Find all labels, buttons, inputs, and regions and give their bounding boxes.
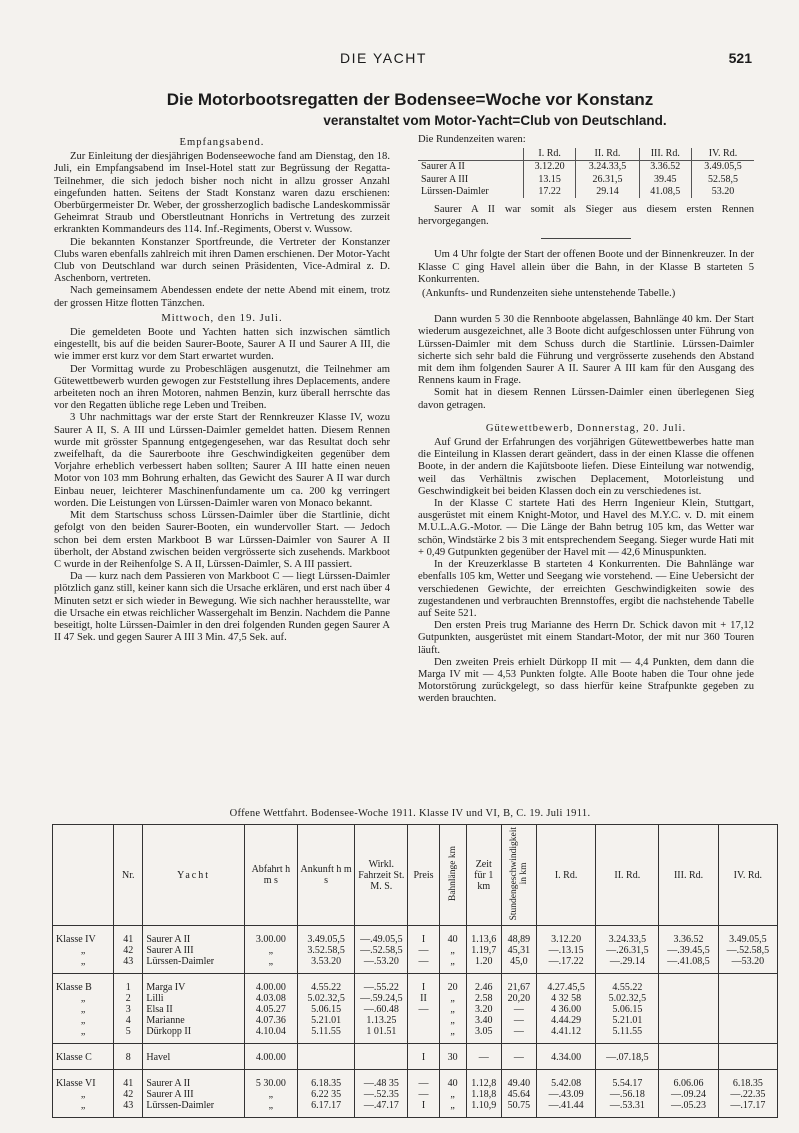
cell-wirkl: —.48 35 xyxy=(355,1070,408,1090)
rounds-header-row xyxy=(418,148,754,161)
results-group xyxy=(53,926,778,974)
cell-yacht: Lilli xyxy=(143,993,244,1004)
cell-std: — xyxy=(501,1026,536,1044)
header-fahrzeit: Wirkl. Fahrzeit St. M. S. xyxy=(355,825,408,926)
cell-ank: 5.11.55 xyxy=(297,1026,354,1044)
cell-bahn: „ xyxy=(439,993,466,1004)
section-heading-guetewettbewerb: Gütewettbewerb, Donnerstag, 20. Juli. xyxy=(485,422,687,434)
cell-r3: 3.36.52 xyxy=(659,926,718,946)
cell-klasse: Klasse IV xyxy=(53,926,114,946)
cell-abf: 4.05.27 xyxy=(244,1004,297,1015)
cell-wirkl: 1 01.51 xyxy=(355,1026,408,1044)
cell-r2: 5.02.32,5 xyxy=(596,993,659,1004)
cell-nr: 42 xyxy=(114,945,143,956)
paragraph: Den zweiten Preis erhielt Dürkopp II mit — 4,4 Punkten, dem dann die Marga IV mit — 4,53 Punkten folgte. Alle Boote haben die Tour ohne jede Motorstörung zurückgelegt, so dass hierfür keine Strafpunkte gegeben zu werden brauchten. xyxy=(418,656,754,705)
cell-r1: 4.41.12 xyxy=(536,1026,595,1044)
table-row xyxy=(53,1070,778,1090)
cell-yacht: Lürssen-Daimler xyxy=(143,1100,244,1118)
cell-r2: 5.54.17 xyxy=(596,1070,659,1090)
cell-klasse: Klasse C xyxy=(53,1044,114,1070)
rounds-time: 52.58,5 xyxy=(692,174,754,186)
cell-abf: „ xyxy=(244,956,297,974)
results-table xyxy=(52,824,778,1118)
cell-std: 20,20 xyxy=(501,993,536,1004)
cell-r4 xyxy=(718,1044,777,1070)
header-stundengeschwindigkeit-label: Stundengeschwindigkeit in km xyxy=(508,827,529,921)
paragraph: Um 4 Uhr folgte der Start der offenen Boote und der Binnenkreuzer. In der Klasse C ging Havel allein über die Bahn, in der Klasse B starteten 5 Konkurrenten. xyxy=(418,249,754,285)
paragraph: Da — kurz nach dem Passieren von Markboot C — liegt Lürssen-Daimler plötzlich ganz still, keiner kann sich die Ursache erklären, und erst nach über 4 Minuten setzt er sich wieder in Bewegung. Wie sich nachher herausstellte, war die Ursache ein etwas reichlicher Wassergehalt im Benzin. Nachdem die Panne beseitigt, holte Lürssen-Daimler in den drei folgenden Runden gegen Saurer A II 47 Sek. und gegen Saurer A III 3 Min. 47,5 Sek. auf. xyxy=(54,571,390,644)
header-abfahrt: Abfahrt h m s xyxy=(244,825,297,926)
spacer xyxy=(418,412,754,420)
cell-wirkl: 1.13.25 xyxy=(355,1015,408,1026)
cell-r1: 4.34.00 xyxy=(536,1044,595,1070)
cell-r4: 6.18.35 xyxy=(718,1070,777,1090)
rounds-header-cell: II. Rd. xyxy=(576,148,639,161)
cell-abf: 4.00.00 xyxy=(244,974,297,994)
cell-r1: 4.44.29 xyxy=(536,1015,595,1026)
paragraph: Der Vormittag wurde zu Probeschlägen ausgenutzt, die Teilnehmer am Gütewettbewerb wurden gewogen zur Feststellung ihres Deplacements, andere arbeiteten noch an ihren Motoren, nahmen Benzin, kurz überall herrschte das vor den Regatten übliche rege Leben und Treiben. xyxy=(54,363,390,412)
cell-zeit: 1.20 xyxy=(466,956,501,974)
left-column xyxy=(54,134,390,644)
cell-klasse: „ xyxy=(53,1015,114,1026)
cell-abf: „ xyxy=(244,945,297,956)
header-zeit: Zeit für 1 km xyxy=(466,825,501,926)
cell-klasse: „ xyxy=(53,956,114,974)
cell-preis: I xyxy=(408,1044,439,1070)
cell-preis: II xyxy=(408,993,439,1004)
article-subtitle: veranstaltet vom Motor-Yacht=Club von Deutschland. xyxy=(323,113,667,128)
cell-nr: 42 xyxy=(114,1089,143,1100)
rounds-header-cell: I. Rd. xyxy=(523,148,576,161)
cell-r1: —.43.09 xyxy=(536,1089,595,1100)
table-row xyxy=(53,993,778,1004)
cell-r3 xyxy=(659,1015,718,1026)
cell-r4 xyxy=(718,1015,777,1026)
header-stundengeschwindigkeit xyxy=(501,825,536,926)
header-round-3: III. Rd. xyxy=(659,825,718,926)
cell-r4 xyxy=(718,974,777,994)
cell-wirkl: —.49.05,5 xyxy=(355,926,408,946)
cell-abf: 4.00.00 xyxy=(244,1044,297,1070)
paragraph: Nach gemeinsamem Abendessen endete der nette Abend mit einem, trotz der grossen Hitze flotten Tänzchen. xyxy=(54,285,390,309)
rounds-boat: Saurer A III xyxy=(421,173,469,185)
cell-r4: —.17.17 xyxy=(718,1100,777,1118)
cell-wirkl: —.47.17 xyxy=(355,1100,408,1118)
paragraph: Saurer A II war somit als Sieger aus diesem ersten Rennen hervorgegangen. xyxy=(418,204,754,228)
cell-r1: 3.12.20 xyxy=(536,926,595,946)
table-row xyxy=(53,974,778,994)
cell-r4: 3.49.05,5 xyxy=(718,926,777,946)
cell-nr: 43 xyxy=(114,956,143,974)
rounds-time: 26.31,5 xyxy=(576,174,639,186)
cell-r1: 4 36.00 xyxy=(536,1004,595,1015)
header-preis: Preis xyxy=(408,825,439,926)
rounds-time: 3.36.52 xyxy=(639,161,692,174)
rounds-header-boat xyxy=(418,148,523,161)
cell-r2: 5.21.01 xyxy=(596,1015,659,1026)
cell-klasse: „ xyxy=(53,993,114,1004)
cell-abf: 3.00.00 xyxy=(244,926,297,946)
cell-r3: —.39.45,5 xyxy=(659,945,718,956)
cell-ank: 6.18.35 xyxy=(297,1070,354,1090)
cell-zeit: 1.19,7 xyxy=(466,945,501,956)
cell-yacht: Saurer A II xyxy=(143,926,244,946)
cell-std: — xyxy=(501,1044,536,1070)
cell-yacht: Saurer A III xyxy=(143,945,244,956)
cell-r2: —.26.31,5 xyxy=(596,945,659,956)
cell-std: 45.64 xyxy=(501,1089,536,1100)
cell-abf: 4.07.36 xyxy=(244,1015,297,1026)
header-round-4: IV. Rd. xyxy=(718,825,777,926)
cell-r4 xyxy=(718,1004,777,1015)
cell-r3: 6.06.06 xyxy=(659,1070,718,1090)
cell-r1: —.41.44 xyxy=(536,1100,595,1118)
page-header xyxy=(0,50,799,70)
cell-std: 48,89 xyxy=(501,926,536,946)
cell-nr: 5 xyxy=(114,1026,143,1044)
cell-bahn: 20 xyxy=(439,974,466,994)
cell-r3 xyxy=(659,974,718,994)
results-header-row xyxy=(53,825,778,926)
cell-preis: — xyxy=(408,1089,439,1100)
cell-r2: —.29.14 xyxy=(596,956,659,974)
cell-ank: 6.22 35 xyxy=(297,1089,354,1100)
rounds-time: 3.24.33,5 xyxy=(576,161,639,174)
paragraph: Auf Grund der Erfahrungen des vorjährigen Gütewettbewerbes hatte man die Einteilung in Klassen derart geändert, dass in der einen Klasse die offenen Boote, in der andern die Kajütsboote liefen. Diese Einteilung war notwendig, weil das Verhältnis zwischen Deplacement, Motorleistung und Geschwindigkeit bei beiden Klassen doch ein zu verschiedenes ist. xyxy=(418,437,754,497)
rounds-header-cell: III. Rd. xyxy=(639,148,692,161)
rounds-time: 3.12.20 xyxy=(523,161,576,174)
right-column xyxy=(418,134,754,706)
results-group xyxy=(53,974,778,1044)
cell-klasse: „ xyxy=(53,945,114,956)
cell-wirkl: —.60.48 xyxy=(355,1004,408,1015)
paragraph: 3 Uhr nachmittags war der erste Start der Rennkreuzer Klasse IV, wozu Saurer A II, S. A III und Lürssen-Daimler gemeldet hatten. Diesem Rennen wurde mit grösster Spannung entgegengesehen, war das Resultat doch sehr zweifelhaft, da die Saurerboote ihre Geschwindigkeiten gegenüber dem Vorjahre erheblich verbessert haben sollten; Saurer A III hatte einen neuen Motor von 103 mm Bohrung erhalten, das Gewicht des Saurer A II war durch Einbau neuer, leichterer Maschinenfundamente um ca. 200 kg verringert worden. Die Leistungen von Lürssen-Daimler waren von Monaco bekannt. xyxy=(54,412,390,509)
cell-preis: — xyxy=(408,1070,439,1090)
header-round-1: I. Rd. xyxy=(536,825,595,926)
cell-wirkl: —.55.22 xyxy=(355,974,408,994)
cell-std: 50.75 xyxy=(501,1100,536,1118)
header-yacht: Yacht xyxy=(143,825,244,926)
cell-r1: —.13.15 xyxy=(536,945,595,956)
cell-preis: I xyxy=(408,1100,439,1118)
cell-bahn: „ xyxy=(439,1004,466,1015)
cell-nr: 1 xyxy=(114,974,143,994)
cell-r2: 5.11.55 xyxy=(596,1026,659,1044)
rounds-row xyxy=(418,186,754,198)
cell-r3 xyxy=(659,993,718,1004)
cell-yacht: Havel xyxy=(143,1044,244,1070)
cell-zeit: 1.18,8 xyxy=(466,1089,501,1100)
rounds-boat: Lürssen-Daimler xyxy=(421,185,489,197)
paragraph-note: (Ankunfts- und Rundenzeiten siehe untenstehende Tabelle.) xyxy=(422,288,676,300)
cell-std: 21,67 xyxy=(501,974,536,994)
paragraph: Somit hat in diesem Rennen Lürssen-Daimler einen überlegenen Sieg davon getragen. xyxy=(418,387,754,411)
header-bahnlaenge-label: Bahnlänge km xyxy=(447,846,458,902)
section-heading-mittwoch: Mittwoch, den 19. Juli. xyxy=(161,312,283,324)
cell-r2: —.56.18 xyxy=(596,1089,659,1100)
cell-r4: —.22.35 xyxy=(718,1089,777,1100)
cell-preis: — xyxy=(408,945,439,956)
cell-wirkl: —.52.35 xyxy=(355,1089,408,1100)
cell-bahn: 30 xyxy=(439,1044,466,1070)
cell-ank: 4.55.22 xyxy=(297,974,354,994)
cell-r1: —.17.22 xyxy=(536,956,595,974)
cell-klasse: Klasse B xyxy=(53,974,114,994)
table-row xyxy=(53,956,778,974)
cell-ank: 5.02.32,5 xyxy=(297,993,354,1004)
rounds-time: 41.08,5 xyxy=(639,186,692,198)
cell-ank: 5.21.01 xyxy=(297,1015,354,1026)
header-ankunft: Ankunft h m s xyxy=(297,825,354,926)
running-title: DIE YACHT xyxy=(340,50,427,66)
cell-yacht: Marga IV xyxy=(143,974,244,994)
table-row xyxy=(53,945,778,956)
cell-r2: 5.06.15 xyxy=(596,1004,659,1015)
table-row xyxy=(53,1015,778,1026)
cell-ank: 5.06.15 xyxy=(297,1004,354,1015)
cell-r1: 4.27.45,5 xyxy=(536,974,595,994)
rounds-row xyxy=(418,174,754,186)
cell-wirkl xyxy=(355,1044,408,1070)
cell-r2: —.53.31 xyxy=(596,1100,659,1118)
rounds-header-cell: IV. Rd. xyxy=(692,148,754,161)
cell-yacht: Elsa II xyxy=(143,1004,244,1015)
header-round-2: II. Rd. xyxy=(596,825,659,926)
cell-zeit: 3.40 xyxy=(466,1015,501,1026)
rounds-time: 53.20 xyxy=(692,186,754,198)
cell-bahn: „ xyxy=(439,956,466,974)
cell-std: — xyxy=(501,1015,536,1026)
cell-zeit: 3.05 xyxy=(466,1026,501,1044)
cell-abf: 4.03.08 xyxy=(244,993,297,1004)
cell-klasse: Klasse VI xyxy=(53,1070,114,1090)
cell-preis xyxy=(408,1015,439,1026)
cell-abf: „ xyxy=(244,1089,297,1100)
cell-zeit: 1.12,8 xyxy=(466,1070,501,1090)
cell-zeit: 1.13,6 xyxy=(466,926,501,946)
table-row xyxy=(53,1100,778,1118)
cell-r2: —.07.18,5 xyxy=(596,1044,659,1070)
cell-r1: 4 32 58 xyxy=(536,993,595,1004)
table-row xyxy=(53,926,778,946)
cell-bahn: „ xyxy=(439,1015,466,1026)
cell-std: 45,31 xyxy=(501,945,536,956)
paragraph: In der Klasse C startete Hati des Herrn Ingenieur Klein, Stuttgart, ausgerüstet mit einem Knight-Motor, und Havel des M.Y.C. v. D. mit einem M.U.L.A.G.-Motor. — Die Länge der Bahn betrug 105 km, das Wetter war schön, Windstärke 2 bis 3 mit entsprechendem Seegang. Sieger wurde Hati mit + 0,49 Gutpunkten gegenüber der Havel mit — 42,6 Minuspunkten. xyxy=(418,498,754,558)
cell-ank xyxy=(297,1044,354,1070)
cell-r3: —.05.23 xyxy=(659,1100,718,1118)
cell-zeit: — xyxy=(466,1044,501,1070)
table-row xyxy=(53,1089,778,1100)
rounds-time: 39.45 xyxy=(639,174,692,186)
cell-bahn: 40 xyxy=(439,926,466,946)
cell-yacht: Saurer A III xyxy=(143,1089,244,1100)
cell-yacht: Marianne xyxy=(143,1015,244,1026)
cell-preis: — xyxy=(408,1004,439,1015)
cell-r1: 5.42.08 xyxy=(536,1070,595,1090)
cell-zeit: 3.20 xyxy=(466,1004,501,1015)
cell-bahn: „ xyxy=(439,945,466,956)
cell-preis: — xyxy=(408,956,439,974)
cell-abf: 5 30.00 xyxy=(244,1070,297,1090)
cell-klasse: „ xyxy=(53,1026,114,1044)
cell-bahn: „ xyxy=(439,1100,466,1118)
table-row xyxy=(53,1004,778,1015)
cell-klasse: „ xyxy=(53,1100,114,1118)
cell-nr: 3 xyxy=(114,1004,143,1015)
paragraph: Mit dem Startschuss schoss Lürssen-Daimler über die Startlinie, dicht gefolgt von den beiden Saurer-Booten, ein wundervoller Start. — Jedoch schon bei dem ersten Markboot B war Lürssen-Daimler von Saurer A II überholt, der Abstand zwischen beiden vergrösserte sich zusehends. Markboot C wurde in der Reihenfolge S. A II, Lürssen-Daimler, S. A III passiert. xyxy=(54,510,390,570)
cell-nr: 41 xyxy=(114,1070,143,1090)
cell-zeit: 2.46 xyxy=(466,974,501,994)
cell-ank: 3.49.05,5 xyxy=(297,926,354,946)
cell-preis: I xyxy=(408,974,439,994)
cell-r4 xyxy=(718,993,777,1004)
cell-preis xyxy=(408,1026,439,1044)
cell-r4: —53.20 xyxy=(718,956,777,974)
cell-yacht: Saurer A II xyxy=(143,1070,244,1090)
cell-r3: —.41.08,5 xyxy=(659,956,718,974)
table-row xyxy=(53,1026,778,1044)
cell-bahn: „ xyxy=(439,1026,466,1044)
paragraph: Den ersten Preis trug Marianne des Herrn Dr. Schick davon mit + 17,12 Gutpunkten, ausgerüstet mit einem Standart-Motor, der mit nur 360 Touren läuft. xyxy=(418,620,754,656)
cell-ank: 3.53.20 xyxy=(297,956,354,974)
cell-wirkl: —.52.58,5 xyxy=(355,945,408,956)
cell-bahn: „ xyxy=(439,1089,466,1100)
cell-nr: 4 xyxy=(114,1015,143,1026)
rounds-time: 17.22 xyxy=(523,186,576,198)
cell-std: 45,0 xyxy=(501,956,536,974)
paragraph: In der Kreuzerklasse B starteten 4 Konkurrenten. Die Bahnlänge war ebenfalls 105 km, Wetter und Seegang wie vorstehend. — Eine Uebersicht der verschiedenen Gewichte, der erreichten Geschwindigkeiten sowie des zugestandenen und verbrauchten Brennstoffes, ergibt die nachstehende Tabelle auf Seite 521. xyxy=(418,559,754,619)
rounds-table xyxy=(418,148,754,198)
paragraph: Die gemeldeten Boote und Yachten hatten sich inzwischen sämtlich eingestellt, bis auf die beiden Saurer-Boote, Saurer A II und Saurer A III, die wie immer erst kurz vor dem Start erwartet wurden. xyxy=(54,327,390,363)
cell-r3 xyxy=(659,1044,718,1070)
cell-ank: 6.17.17 xyxy=(297,1100,354,1118)
cell-ank: 3.52.58,5 xyxy=(297,945,354,956)
results-group xyxy=(53,1070,778,1118)
cell-bahn: 40 xyxy=(439,1070,466,1090)
article-title: Die Motorbootsregatten der Bodensee=Woche vor Konstanz xyxy=(166,90,654,109)
cell-nr: 41 xyxy=(114,926,143,946)
cell-r3: —.09.24 xyxy=(659,1089,718,1100)
rounds-time: 3.49.05,5 xyxy=(692,161,754,174)
results-group xyxy=(53,1044,778,1070)
cell-abf: „ xyxy=(244,1100,297,1118)
spacer xyxy=(418,300,754,314)
cell-yacht: Dürkopp II xyxy=(143,1026,244,1044)
header-nr: Nr. xyxy=(114,825,143,926)
cell-wirkl: —.53.20 xyxy=(355,956,408,974)
rounds-time: 13.15 xyxy=(523,174,576,186)
cell-r2: 4.55.22 xyxy=(596,974,659,994)
cell-r3 xyxy=(659,1026,718,1044)
cell-nr: 43 xyxy=(114,1100,143,1118)
cell-abf: 4.10.04 xyxy=(244,1026,297,1044)
page-number: 521 xyxy=(728,50,752,66)
cell-nr: 2 xyxy=(114,993,143,1004)
rounds-boat: Saurer A II xyxy=(421,161,465,173)
cell-nr: 8 xyxy=(114,1044,143,1070)
cell-wirkl: —.59.24,5 xyxy=(355,993,408,1004)
cell-zeit: 1.10,9 xyxy=(466,1100,501,1118)
rounds-intro: Die Rundenzeiten waren: xyxy=(418,134,526,145)
cell-klasse: „ xyxy=(53,1089,114,1100)
separator-rule xyxy=(541,238,631,239)
section-heading-empfangsabend: Empfangsabend. xyxy=(179,137,265,148)
cell-r4 xyxy=(718,1026,777,1044)
rounds-time: 29.14 xyxy=(576,186,639,198)
rounds-row xyxy=(418,161,754,174)
paragraph: Dann wurden 5 30 die Rennboote abgelassen, Bahnlänge 40 km. Der Start wiederum ausgezeichnet, alle 3 Boote dicht aufgeschlossen unter Führung von Lürssen-Daimler mit dem Schuss durch die Startlinie. Lürssen-Daimler sicherte sich sehr bald die Führung und vergrösserte zusehends den Abstand mit dem ihm folgenden Saurer A II. Saurer A III kam für den Ausgang des Rennens kaum in Frage. xyxy=(418,314,754,387)
cell-preis: I xyxy=(408,926,439,946)
paragraph: Die bekannten Konstanzer Sportfreunde, die Vertreter der Konstanzer Clubs waren ebenfalls zahlreich mit ihren Damen erschienen. Der Motor-Yacht Club von Deutschland war durch seinen Präsidenten, Vice-Admiral z. D. Aschenborn, vertreten. xyxy=(54,236,390,285)
paragraph: Zur Einleitung der diesjährigen Bodenseewoche fand am Dienstag, den 18. Juli, ein Empfangsabend im Insel-Hotel statt zur Begrüssung der Regatta-Teilnehmer, die sich jedoch bisher noch nicht in allzu grosser Anzahl eingefunden hatten. Seitens der Stadt Konstanz waren dazu erschienen: Oberbürgermeister Dr. Weber, der grossherzoglich badische Landeskommissär Geheimrat Straub und Oberstleutnant Honrichs in Vertretung des zurzeit erkrankten Kommandeurs des 114. Inf.-Regiments, Oberst v. Wussow. xyxy=(54,151,390,236)
cell-zeit: 2.58 xyxy=(466,993,501,1004)
cell-r2: 3.24.33,5 xyxy=(596,926,659,946)
cell-std: — xyxy=(501,1004,536,1015)
header-bahnlaenge xyxy=(439,825,466,926)
header-klasse xyxy=(53,825,114,926)
cell-klasse: „ xyxy=(53,1004,114,1015)
cell-yacht: Lürssen-Daimler xyxy=(143,956,244,974)
cell-r3 xyxy=(659,1004,718,1015)
table-row xyxy=(53,1044,778,1070)
cell-r4: —.52.58,5 xyxy=(718,945,777,956)
results-caption: Offene Wettfahrt. Bodensee-Woche 1911. Klasse IV und VI, B, C. 19. Juli 1911. xyxy=(229,808,591,819)
cell-std: 49.40 xyxy=(501,1070,536,1090)
